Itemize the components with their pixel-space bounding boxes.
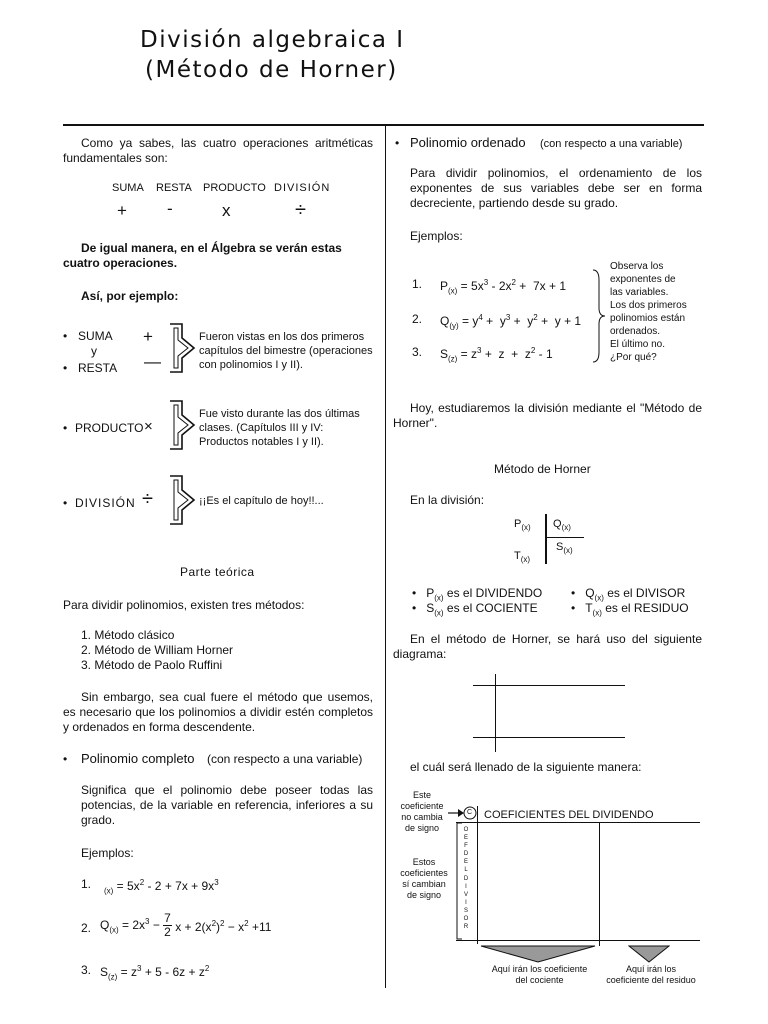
ejemplos-left: Ejemplos: xyxy=(81,846,134,860)
division-hline xyxy=(546,537,584,538)
bullet-suma: SUMA xyxy=(78,329,113,343)
metodo-1: 1. Método clásico xyxy=(81,628,175,642)
plus-sign: + xyxy=(143,327,153,346)
op-division: DIVISIÓN xyxy=(274,182,331,194)
r-ex1-number: 1. xyxy=(412,277,423,291)
px-label: $P_{(x)}$ xyxy=(514,518,531,533)
grid-left-vline xyxy=(495,674,496,752)
plus-symbol: + xyxy=(117,201,127,220)
estos-coef-note: Estos coeficientes sí cambian de signo xyxy=(400,857,448,900)
en-division-text: En la división: xyxy=(410,493,485,507)
ex3-number: 3. xyxy=(81,963,92,977)
ex3-formula: $S_{(z)} = z^3 + 5 - 6z + z^2$ xyxy=(100,964,210,982)
metodos-intro: Para dividir polinomios, existen tres métodos: xyxy=(63,598,305,612)
top-rule xyxy=(63,124,704,126)
este-coef-note: Este coeficiente no cambia de signo xyxy=(400,790,444,833)
r-ex1-formula: $P_{(x)} = 5x^3 - 2x^2 + 7x + 1$ xyxy=(440,278,566,296)
def-t: • $T_{(x)}$ es el RESIDUO xyxy=(571,601,689,618)
bullet-resta: RESTA xyxy=(78,361,118,375)
bullet-dot-icon: • xyxy=(63,752,68,766)
ordenado-title: Polinomio ordenado xyxy=(410,135,526,150)
bullet-dot-icon: • xyxy=(395,136,400,150)
hoy-text: Hoy, estudiaremos la división mediante el "Método de Horner". xyxy=(393,401,702,430)
ejemplos-right: Ejemplos: xyxy=(410,229,463,243)
bracket-arrow-icon xyxy=(167,399,197,451)
horner-hline-bottom xyxy=(456,940,700,941)
tx-label: $T_{(x)}$ xyxy=(514,550,531,565)
page-subtitle: (Método de Horner) xyxy=(145,57,398,83)
cual-sera-text: el cuál será llenado de la siguiente manera: xyxy=(410,760,642,774)
algebra-text: De igual manera, en el Álgebra se verán estas cuatro operaciones. xyxy=(63,241,342,270)
aqui-cociente-note: Aquí irán los coeficiente del cociente xyxy=(491,964,588,985)
minus-sign: — xyxy=(144,352,161,371)
sin-embargo-text: Sin embargo, sea cual fuere el método que usemos, es necesario que los polinomios a dividir estén completos y ordenados en forma descendente. xyxy=(63,690,373,734)
ex1-number: 1. xyxy=(81,877,92,891)
ex1-formula: $_{(x)} = 5x^2 - 2 + 7x + 9x^3$ xyxy=(104,878,219,896)
completo-title: Polinomio completo xyxy=(81,751,195,766)
bracket-arrow-icon xyxy=(167,322,197,374)
times-sign: × xyxy=(144,418,153,435)
parte-teorica-heading: Parte teórica xyxy=(180,565,255,579)
metodo-2: 2. Método de William Horner xyxy=(81,643,234,657)
bullet-division: DIVISIÓN xyxy=(75,496,136,510)
qx-label: $Q_{(x)}$ xyxy=(553,518,571,533)
divide-symbol: ÷ xyxy=(295,199,306,221)
ordenado-desc: Para dividir polinomios, el ordenamiento de los exponentes de sus variables debe ser en forma decreciente, partiendo desde su grado. xyxy=(410,166,702,210)
bullet-dot-icon: • xyxy=(63,496,68,510)
ex2-formula: $Q_{(x)} = 2x^3$ − $\frac{7}{2}$ $x + 2(x^2)^2 - x^2 +11$ xyxy=(100,911,272,939)
bullet-dot-icon: • xyxy=(63,361,68,375)
def-p: • $P_{(x)}$ es el DIVIDENDO xyxy=(412,586,543,603)
times-symbol: x xyxy=(222,201,231,220)
division-desc: ¡¡Es el capítulo de hoy!!... xyxy=(199,495,324,507)
producto-desc: Fue visto durante las dos últimas clases. (Capítulos III y IV: Productos notables I y II). xyxy=(199,408,360,448)
def-q: • $Q_{(x)}$ es el DIVISOR xyxy=(571,586,686,603)
intro-text: Como ya sabes, las cuatro operaciones aritméticas fundamentales son: xyxy=(63,136,373,165)
op-producto: PRODUCTO xyxy=(203,182,266,194)
aqui-residuo-note: Aquí irán los coeficiente del residuo xyxy=(606,964,696,985)
division-vline xyxy=(545,514,547,564)
op-resta: RESTA xyxy=(156,182,192,194)
residuo-arrow-icon xyxy=(628,945,670,963)
horner-vline-left xyxy=(477,806,478,944)
coef-dividendo-label: COEFICIENTES DEL DIVIDENDO xyxy=(484,809,654,821)
ex2-number: 2. xyxy=(81,921,92,935)
metodo-horner-heading: Método de Horner xyxy=(494,462,591,476)
vertical-coef-label: O E F D E L D I V I S O R xyxy=(463,827,469,931)
bullet-dot-icon: • xyxy=(63,329,68,343)
horner-vline-right xyxy=(599,822,600,946)
r-ex3-formula: $S_{(z)} = z^3 + z + z^2 - 1$ xyxy=(440,346,553,364)
cociente-arrow-icon xyxy=(480,945,596,963)
suma-desc: Fueron vistas en los dos primeros capítulos del bimestre (operaciones con polinomios I y II). xyxy=(199,331,373,371)
bullet-y: y xyxy=(91,344,97,358)
r-ex3-number: 3. xyxy=(412,345,423,359)
metodo-3: 3. Método de Paolo Ruffini xyxy=(81,658,223,672)
bullet-producto: PRODUCTO xyxy=(75,421,144,435)
completo-desc: Significa que el polinomio debe poseer todas las potencias, de la variable en referencia, inferiores a su grado. xyxy=(81,783,373,827)
completo-note: (con respecto a una variable) xyxy=(207,752,363,766)
ordenado-note: (con respecto a una variable) xyxy=(540,138,683,150)
observa-note: Observa los exponentes de las variables. Los dos primeros polinomios están ordenados. El último no. ¿Por qué? xyxy=(610,261,687,363)
divide-sign: ÷ xyxy=(142,488,153,510)
brace-icon xyxy=(589,268,607,364)
c-label: C xyxy=(467,809,473,816)
horner-hline-top xyxy=(456,822,700,823)
r-ex2-number: 2. xyxy=(412,312,423,326)
op-suma: SUMA xyxy=(112,182,144,194)
r-ex2-formula: $Q_{(y)} = y^4 + y^3 + y^2 + y + 1$ xyxy=(440,313,582,331)
asi-text: Así, por ejemplo: xyxy=(81,289,179,303)
en-metodo-text: En el método de Horner, se hará uso del siguiente diagrama: xyxy=(393,632,702,661)
page-title: División algebraica I xyxy=(140,27,405,53)
bullet-dot-icon: • xyxy=(63,421,68,435)
def-s: • $S_{(x)}$ es el COCIENTE xyxy=(412,601,538,618)
minus-symbol: - xyxy=(167,199,173,218)
sx-label: $S_{(x)}$ xyxy=(556,541,573,556)
column-divider xyxy=(385,126,386,988)
bracket-arrow-icon xyxy=(167,474,197,526)
